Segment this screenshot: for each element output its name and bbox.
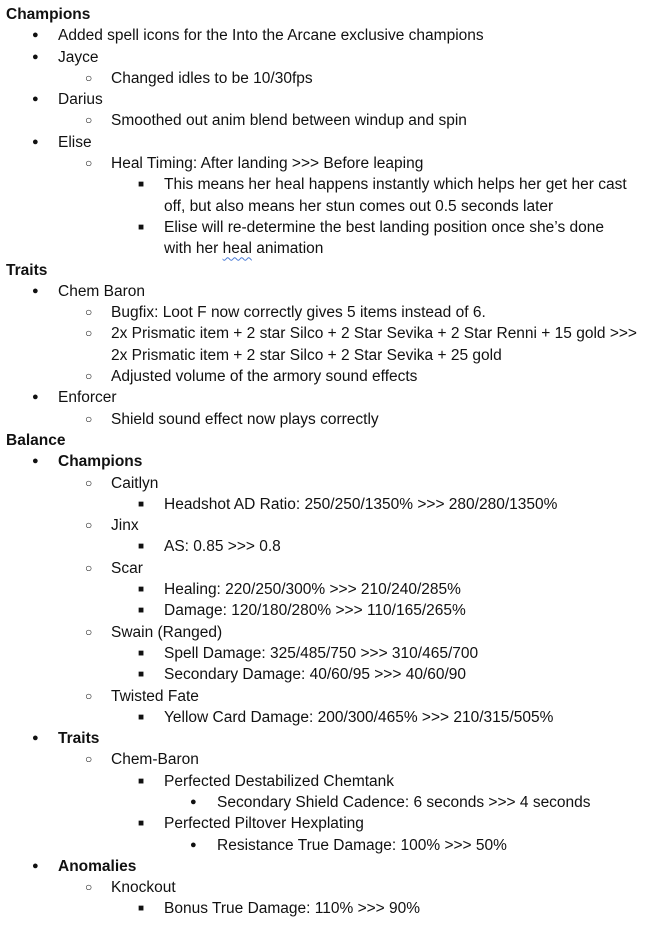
list-item xyxy=(0,451,651,728)
bullet-marker-icon: ○ xyxy=(85,113,93,128)
bullet-list-level-3 xyxy=(0,835,651,856)
bullet-text: Smoothed out anim blend between windup and spin xyxy=(111,112,467,130)
list-item-row[interactable] xyxy=(0,749,651,770)
bullet-marker-icon: ○ xyxy=(85,411,93,426)
bullet-marker-icon: ■ xyxy=(138,179,145,191)
bullet-marker-icon: ● xyxy=(32,732,39,745)
bullet-list-level-0 xyxy=(0,281,651,430)
bullet-text: Bugfix: Loot F now correctly gives 5 items instead of 6. xyxy=(111,304,486,322)
bullet-text: Healing: 220/250/300% >>> 210/240/285% xyxy=(164,581,461,599)
section-heading: Traits xyxy=(6,261,48,279)
bullet-marker-icon: ■ xyxy=(138,818,145,830)
bullet-marker-icon: ● xyxy=(32,50,39,63)
bullet-text: Spell Damage: 325/485/750 >>> 310/465/700 xyxy=(164,644,479,662)
list-item xyxy=(0,579,651,600)
list-item xyxy=(0,89,651,132)
bullet-text: Caitlyn xyxy=(111,474,159,492)
bullet-marker-icon: ● xyxy=(32,859,39,872)
bullet-text: Secondary Damage: 40/60/95 >>> 40/60/90 xyxy=(164,666,467,684)
bullet-text: Bonus True Damage: 110% >>> 90% xyxy=(164,900,421,918)
bullet-marker-icon: ■ xyxy=(138,775,145,787)
bullet-list-level-2 xyxy=(0,643,651,686)
list-item xyxy=(0,813,651,856)
bullet-list-level-0 xyxy=(0,25,651,259)
list-item-row[interactable] xyxy=(0,174,651,217)
list-item xyxy=(0,856,651,920)
bullet-marker-icon: ○ xyxy=(85,305,93,320)
bullet-marker-icon: ■ xyxy=(138,541,145,553)
list-item-row[interactable] xyxy=(0,835,651,856)
bullet-marker-icon: ○ xyxy=(85,475,93,490)
list-item xyxy=(0,174,651,217)
bullet-text: Twisted Fate xyxy=(111,687,199,705)
list-item xyxy=(0,387,651,430)
bullet-text: Elise will re-determine the best landing position once she’s done with her heal animation xyxy=(164,218,605,258)
list-item-row[interactable] xyxy=(0,110,651,131)
list-item xyxy=(0,409,651,430)
bullet-marker-icon: ● xyxy=(32,284,39,297)
list-item-row[interactable] xyxy=(0,728,651,749)
list-item-row[interactable] xyxy=(0,323,651,366)
list-item-row[interactable] xyxy=(0,451,651,472)
bullet-text: Yellow Card Damage: 200/300/465% >>> 210/315/505% xyxy=(164,708,554,726)
list-item-row[interactable] xyxy=(0,643,651,664)
list-item-row[interactable] xyxy=(0,877,651,898)
bullet-text: Chem-Baron xyxy=(111,751,199,769)
bullet-text: Adjusted volume of the armory sound effects xyxy=(111,368,418,386)
spellcheck-underline: heal xyxy=(222,240,252,258)
bullet-text: Anomalies xyxy=(58,857,137,875)
bullet-text: Enforcer xyxy=(58,389,117,407)
list-item-row[interactable] xyxy=(0,366,651,387)
list-item-row[interactable] xyxy=(0,494,651,515)
list-item xyxy=(0,25,651,46)
section-traits xyxy=(0,260,651,430)
bullet-text: Headshot AD Ratio: 250/250/1350% >>> 280/280/1350% xyxy=(164,495,558,513)
bullet-marker-icon: ■ xyxy=(138,498,145,510)
bullet-list-level-1 xyxy=(0,110,651,131)
list-item-row[interactable] xyxy=(0,536,651,557)
list-item xyxy=(0,664,651,685)
list-item xyxy=(0,132,651,260)
list-item xyxy=(0,281,651,387)
bullet-list-level-1 xyxy=(0,302,651,387)
bullet-marker-icon: ■ xyxy=(138,711,145,723)
list-item xyxy=(0,792,651,813)
list-item xyxy=(0,707,651,728)
list-item-row[interactable] xyxy=(0,473,651,494)
list-item xyxy=(0,323,651,366)
list-item-row[interactable] xyxy=(0,813,651,834)
bullet-list-level-1 xyxy=(0,749,651,855)
list-item xyxy=(0,771,651,814)
bullet-list-level-1 xyxy=(0,473,651,729)
list-item xyxy=(0,686,651,729)
bullet-text: Secondary Shield Cadence: 6 seconds >>> 4 seconds xyxy=(217,793,591,811)
list-item-row[interactable] xyxy=(0,153,651,174)
bullet-marker-icon: ■ xyxy=(138,221,145,233)
list-item-row[interactable] xyxy=(0,387,651,408)
list-item xyxy=(0,68,651,89)
list-item-row[interactable] xyxy=(0,707,651,728)
bullet-list-level-2 xyxy=(0,771,651,856)
list-item-row[interactable] xyxy=(0,47,651,68)
list-item-row[interactable] xyxy=(0,579,651,600)
list-item-row[interactable] xyxy=(0,68,651,89)
list-item-row[interactable] xyxy=(0,302,651,323)
section-heading: Balance xyxy=(6,431,66,449)
bullet-marker-icon: ● xyxy=(32,455,39,468)
list-item xyxy=(0,558,651,622)
section-champions xyxy=(0,4,651,260)
bullet-list-level-1 xyxy=(0,409,651,430)
list-item-row[interactable] xyxy=(0,600,651,621)
list-item xyxy=(0,749,651,855)
bullet-text: Scar xyxy=(111,559,143,577)
bullet-list-level-1 xyxy=(0,68,651,89)
bullet-marker-icon: ○ xyxy=(85,624,93,639)
list-item-row[interactable] xyxy=(0,664,651,685)
list-item-row[interactable] xyxy=(0,515,651,536)
bullet-text: This means her heal happens instantly which helps her get her cast off, but also means her stun comes out 0.5 seconds later xyxy=(164,176,627,215)
bullet-text: Jinx xyxy=(111,517,139,535)
section-heading: Champions xyxy=(6,6,91,23)
bullet-list-level-3 xyxy=(0,792,651,813)
list-item-row[interactable] xyxy=(0,281,651,302)
bullet-marker-icon: ■ xyxy=(138,647,145,659)
bullet-text: Darius xyxy=(58,91,103,109)
list-item xyxy=(0,600,651,621)
list-item xyxy=(0,153,651,259)
list-item-row[interactable] xyxy=(0,856,651,877)
bullet-marker-icon: ○ xyxy=(85,156,93,171)
list-item-row[interactable] xyxy=(0,25,651,46)
bullet-list-level-0 xyxy=(0,451,651,920)
list-item xyxy=(0,835,651,856)
bullet-text: Knockout xyxy=(111,879,176,897)
bullet-marker-icon: ● xyxy=(32,93,39,106)
bullet-marker-icon: ○ xyxy=(85,369,93,384)
list-item-row[interactable] xyxy=(0,89,651,110)
list-item xyxy=(0,47,651,90)
list-item xyxy=(0,536,651,557)
bullet-text: Shield sound effect now plays correctly xyxy=(111,410,379,428)
bullet-list-level-2 xyxy=(0,174,651,259)
list-item-row[interactable] xyxy=(0,686,651,707)
bullet-marker-icon: ● xyxy=(190,795,197,808)
document-body xyxy=(0,4,651,920)
list-item-row[interactable] xyxy=(0,132,651,153)
bullet-list-level-1 xyxy=(0,877,651,920)
list-item xyxy=(0,515,651,558)
list-item xyxy=(0,110,651,131)
bullet-marker-icon: ○ xyxy=(85,70,93,85)
bullet-text: Perfected Destabilized Chemtank xyxy=(164,772,395,790)
bullet-marker-icon: ○ xyxy=(85,326,93,341)
list-item xyxy=(0,622,651,686)
section-balance xyxy=(0,430,651,920)
bullet-text: Traits xyxy=(58,730,100,748)
bullet-list-level-2 xyxy=(0,579,651,622)
bullet-text: Damage: 120/180/280% >>> 110/165/265% xyxy=(164,602,466,620)
bullet-marker-icon: ■ xyxy=(138,605,145,617)
bullet-text: Added spell icons for the Into the Arcane exclusive champions xyxy=(58,27,484,45)
list-item xyxy=(0,643,651,664)
bullet-text: 2x Prismatic item + 2 star Silco + 2 Star Sevika + 2 Star Renni + 15 gold >>> 2x Prismatic item + 2 star Silco + 2 Star Sevika + 25 gold xyxy=(111,325,637,364)
bullet-marker-icon: ○ xyxy=(85,560,93,575)
bullet-marker-icon: ■ xyxy=(138,584,145,596)
bullet-list-level-2 xyxy=(0,898,651,919)
list-item xyxy=(0,898,651,919)
list-item-row[interactable] xyxy=(0,792,651,813)
bullet-text: Elise xyxy=(58,133,92,151)
list-item xyxy=(0,366,651,387)
list-item-row[interactable] xyxy=(0,622,651,643)
bullet-text: Jayce xyxy=(58,48,99,66)
bullet-marker-icon: ● xyxy=(32,391,39,404)
bullet-list-level-2 xyxy=(0,494,651,515)
list-item xyxy=(0,302,651,323)
bullet-text: Champions xyxy=(58,453,143,471)
bullet-marker-icon: ■ xyxy=(138,903,145,915)
bullet-marker-icon: ○ xyxy=(85,518,93,533)
bullet-list-level-2 xyxy=(0,536,651,557)
bullet-marker-icon: ● xyxy=(32,135,39,148)
list-item-row[interactable] xyxy=(0,558,651,579)
bullet-marker-icon: ○ xyxy=(85,880,93,895)
bullet-list-level-2 xyxy=(0,707,651,728)
list-item-row[interactable] xyxy=(0,771,651,792)
list-item xyxy=(0,473,651,516)
bullet-text: Perfected Piltover Hexplating xyxy=(164,815,364,833)
list-item xyxy=(0,217,651,260)
list-item-row[interactable] xyxy=(0,217,651,260)
list-item xyxy=(0,728,651,856)
bullet-marker-icon: ● xyxy=(32,29,39,42)
bullet-marker-icon: ■ xyxy=(138,669,145,681)
bullet-list-level-1 xyxy=(0,153,651,259)
bullet-text: Chem Baron xyxy=(58,282,146,300)
list-item xyxy=(0,877,651,920)
bullet-text: Changed idles to be 10/30fps xyxy=(111,69,313,87)
list-item-row[interactable] xyxy=(0,898,651,919)
bullet-marker-icon: ○ xyxy=(85,688,93,703)
bullet-text: Swain (Ranged) xyxy=(111,623,223,641)
bullet-text: Heal Timing: After landing >>> Before leaping xyxy=(111,155,424,173)
bullet-marker-icon: ● xyxy=(190,838,197,851)
bullet-text: AS: 0.85 >>> 0.8 xyxy=(164,538,281,556)
list-item xyxy=(0,494,651,515)
bullet-text: Resistance True Damage: 100% >>> 50% xyxy=(217,836,507,854)
bullet-marker-icon: ○ xyxy=(85,752,93,767)
list-item-row[interactable] xyxy=(0,409,651,430)
